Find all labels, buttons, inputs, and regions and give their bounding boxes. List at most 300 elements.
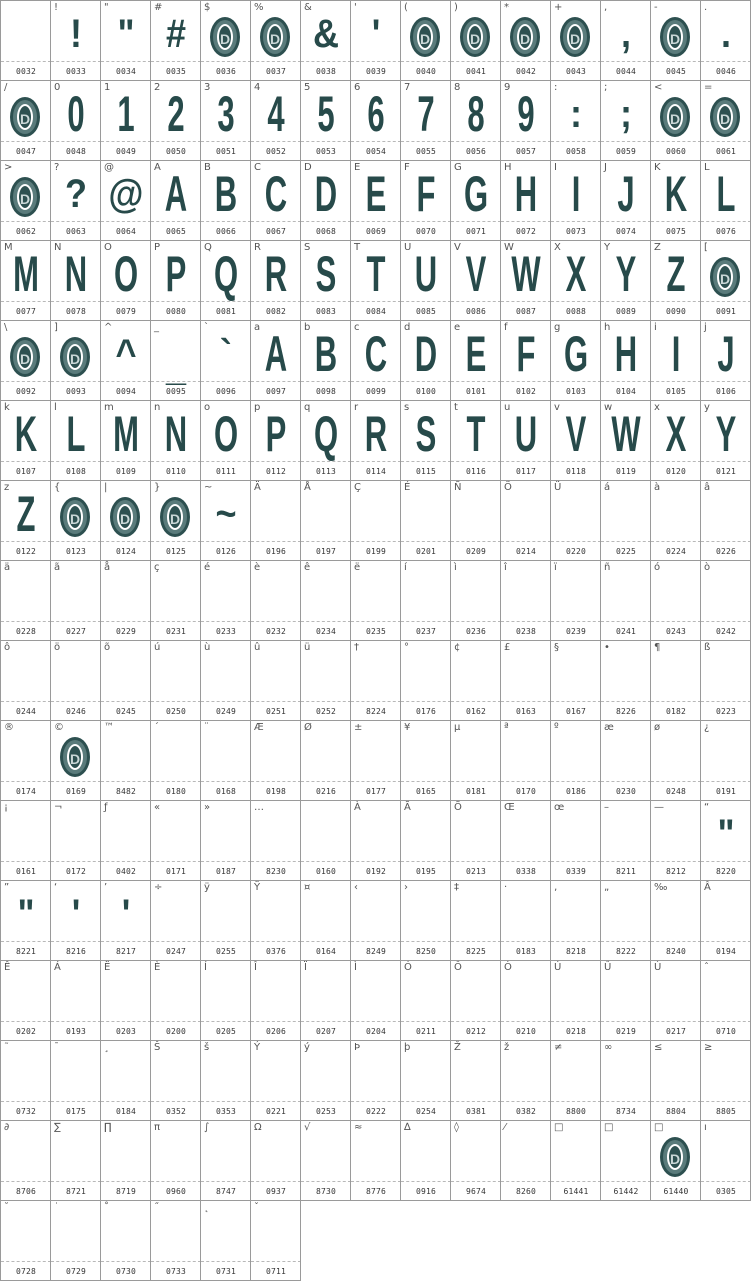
glyph-code: 8482 <box>115 787 137 796</box>
glyph-cell <box>0 160 51 241</box>
baseline-divider <box>351 301 401 302</box>
baseline-divider <box>701 941 751 942</box>
glyph-code: 0210 <box>515 1027 537 1036</box>
glyph-code: 0229 <box>115 627 137 636</box>
glyph-char-label: ó <box>654 562 661 573</box>
glyph-code: 0204 <box>365 1027 387 1036</box>
baseline-divider <box>351 1101 401 1102</box>
baseline-divider <box>1 1261 51 1262</box>
glyph-preview: T <box>466 406 486 462</box>
glyph-preview: Z <box>666 246 686 302</box>
baseline-divider <box>701 61 751 62</box>
baseline-divider <box>451 621 501 622</box>
glyph-cell <box>550 640 601 721</box>
glyph-preview: E <box>465 326 487 382</box>
glyph-char-label: Ó <box>404 962 412 973</box>
glyph-preview: & <box>312 12 339 56</box>
glyph-cell <box>650 0 701 81</box>
baseline-divider <box>301 461 351 462</box>
baseline-divider <box>51 781 101 782</box>
glyph-code: 0199 <box>365 547 387 556</box>
baseline-divider <box>51 1261 101 1262</box>
glyph-code: 0209 <box>465 547 487 556</box>
glyph-cell <box>700 240 751 321</box>
baseline-divider <box>701 1021 751 1022</box>
glyph-char-label: # <box>154 2 163 13</box>
glyph-cell <box>200 720 251 801</box>
glyph-code: 0034 <box>115 67 137 76</box>
glyph-char-label: ∞ <box>604 1042 613 1053</box>
baseline-divider <box>401 781 451 782</box>
glyph-char-label: ê <box>304 562 311 573</box>
glyph-char-label: \ <box>4 322 8 333</box>
glyph-preview: E <box>365 166 387 222</box>
glyph-char-label: ‘ <box>54 882 58 893</box>
glyph-char-label: 5 <box>304 82 311 93</box>
glyph-code: 0126 <box>215 547 237 556</box>
baseline-divider <box>501 621 551 622</box>
glyph-cell <box>350 720 401 801</box>
glyph-code: 8260 <box>515 1187 537 1196</box>
baseline-divider <box>351 1181 401 1182</box>
glyph-cell <box>500 1120 551 1201</box>
glyph-code: 0217 <box>665 1027 687 1036</box>
glyph-code: 0103 <box>565 387 587 396</box>
glyph-char-label: ™ <box>104 722 114 733</box>
baseline-divider <box>201 941 251 942</box>
baseline-divider <box>251 461 301 462</box>
glyph-cell <box>450 800 501 881</box>
glyph-cell <box>650 800 701 881</box>
baseline-divider <box>551 941 601 942</box>
glyph-preview: Y <box>615 246 637 302</box>
baseline-divider <box>251 701 301 702</box>
glyph-cell <box>700 640 751 721</box>
glyph-char-label: / <box>4 82 8 93</box>
baseline-divider <box>1 781 51 782</box>
glyph-code: 8719 <box>115 1187 137 1196</box>
glyph-char-label: È <box>154 962 161 973</box>
glyph-cell <box>200 0 251 81</box>
glyph-code: 0096 <box>215 387 237 396</box>
glyph-char-label: ( <box>404 2 408 13</box>
baseline-divider <box>501 781 551 782</box>
baseline-divider <box>51 1181 101 1182</box>
glyph-code: 0125 <box>165 547 187 556</box>
glyph-char-label: S <box>304 242 311 253</box>
glyph-char-label: Ž <box>454 1042 461 1053</box>
glyph-char-label: ` <box>204 322 209 333</box>
glyph-code: 0252 <box>315 707 337 716</box>
glyph-code: 0094 <box>115 387 137 396</box>
glyph-char-label: Š <box>154 1042 161 1053</box>
baseline-divider <box>301 541 351 542</box>
glyph-code: 0071 <box>465 227 487 236</box>
glyph-cell <box>350 560 401 641</box>
glyph-cell <box>150 240 201 321</box>
glyph-char-label: j <box>704 322 707 333</box>
glyph-cell <box>600 640 651 721</box>
glyph-cell <box>200 640 251 721</box>
glyph-code: 0305 <box>715 1187 737 1196</box>
glyph-char-label: ˛ <box>204 1202 209 1213</box>
glyph-code: 8747 <box>215 1187 237 1196</box>
glyph-cell <box>450 80 501 161</box>
glyph-cell <box>450 960 501 1041</box>
glyph-preview: X <box>665 406 687 462</box>
glyph-char-label: ˙ <box>54 1202 59 1213</box>
baseline-divider <box>1 221 51 222</box>
baseline-divider <box>1 1021 51 1022</box>
glyph-char-label: E <box>354 162 361 173</box>
glyph-char-label: š <box>204 1042 210 1053</box>
glyph-char-label: Ã <box>404 802 411 813</box>
glyph-code: 0162 <box>465 707 487 716</box>
glyph-char-label: ¯ <box>54 1042 59 1053</box>
glyph-char-label: « <box>154 802 161 813</box>
baseline-divider <box>251 381 301 382</box>
glyph-char-label: Ω <box>254 1122 262 1133</box>
glyph-cell <box>450 0 501 81</box>
glyph-cell <box>100 560 151 641</box>
glyph-char-label: û <box>254 642 261 653</box>
glyph-char-label: ∆ <box>404 1122 411 1133</box>
glyph-preview: 2 <box>167 86 185 142</box>
glyph-code: 0090 <box>665 307 687 316</box>
glyph-code: 0052 <box>265 147 287 156</box>
glyph-char-label: ä <box>4 562 11 573</box>
glyph-char-label: ˆ <box>704 962 709 973</box>
glyph-code: 0108 <box>65 467 87 476</box>
glyph-code: 0243 <box>665 627 687 636</box>
baseline-divider <box>301 1181 351 1182</box>
glyph-code: 0065 <box>165 227 187 236</box>
glyph-preview: ' <box>121 892 131 936</box>
baseline-divider <box>51 141 101 142</box>
baseline-divider <box>101 541 151 542</box>
glyph-code: 0115 <box>415 467 437 476</box>
baseline-divider <box>401 1181 451 1182</box>
baseline-divider <box>501 941 551 942</box>
glyph-char-label: ∑ <box>54 1122 61 1133</box>
glyph-preview: B <box>214 166 238 222</box>
glyph-code: 61441 <box>563 1187 589 1196</box>
glyph-preview: " <box>717 812 735 856</box>
glyph-cell <box>0 240 51 321</box>
glyph-cell <box>600 0 651 81</box>
baseline-divider <box>651 1021 701 1022</box>
glyph-char-label: c <box>354 322 360 333</box>
glyph-cell <box>100 400 151 481</box>
baseline-divider <box>101 941 151 942</box>
glyph-cell <box>600 320 651 401</box>
glyph-char-label: □ <box>604 1122 614 1133</box>
glyph-char-label: ë <box>354 562 361 573</box>
baseline-divider <box>451 941 501 942</box>
glyph-preview: L <box>66 406 86 462</box>
glyph-cell <box>100 1200 151 1281</box>
glyph-char-label: ? <box>54 162 60 173</box>
baseline-divider <box>101 461 151 462</box>
baseline-divider <box>501 701 551 702</box>
glyph-char-label: - <box>654 2 658 13</box>
baseline-divider <box>101 61 151 62</box>
baseline-divider <box>251 61 301 62</box>
baseline-divider <box>501 221 551 222</box>
baseline-divider <box>1 541 51 542</box>
glyph-cell <box>250 480 301 561</box>
glyph-cell <box>200 1040 251 1121</box>
glyph-cell <box>300 880 351 961</box>
baseline-divider <box>201 621 251 622</box>
glyph-cell <box>600 480 651 561</box>
glyph-code: 8218 <box>565 947 587 956</box>
glyph-code: 0073 <box>565 227 587 236</box>
baseline-divider <box>151 1101 201 1102</box>
baseline-divider <box>251 1101 301 1102</box>
glyph-code: 0107 <box>15 467 37 476</box>
glyph-char-label: q <box>304 402 311 413</box>
glyph-code: 0181 <box>465 787 487 796</box>
baseline-divider <box>651 141 701 142</box>
glyph-char-label: ï <box>554 562 557 573</box>
glyph-cell <box>600 400 651 481</box>
glyph-preview: @ <box>108 172 144 216</box>
baseline-divider <box>51 1101 101 1102</box>
glyph-char-label: T <box>354 242 361 253</box>
glyph-code: 0192 <box>365 867 387 876</box>
glyph-code: 0213 <box>465 867 487 876</box>
baseline-divider <box>51 541 101 542</box>
glyph-cell <box>600 880 651 961</box>
baseline-divider <box>651 1181 701 1182</box>
glyph-cell <box>300 960 351 1041</box>
glyph-code: 0177 <box>365 787 387 796</box>
glyph-char-label: ⁄ <box>504 1122 506 1133</box>
glyph-char-label: É <box>404 482 411 493</box>
glyph-cell <box>50 240 101 321</box>
glyph-char-label: ; <box>604 82 608 93</box>
baseline-divider <box>451 781 501 782</box>
glyph-cell <box>200 1200 251 1281</box>
baseline-divider <box>451 301 501 302</box>
glyph-cell <box>550 0 601 81</box>
glyph-code: 0248 <box>665 787 687 796</box>
glyph-char-label: ž <box>504 1042 510 1053</box>
glyph-code: 0036 <box>215 67 237 76</box>
glyph-code: 0067 <box>265 227 287 236</box>
baseline-divider <box>1 381 51 382</box>
glyph-cell <box>150 960 201 1041</box>
glyph-char-label: ] <box>54 322 58 333</box>
glyph-char-label: ‡ <box>454 882 459 893</box>
glyph-cell <box>350 1120 401 1201</box>
glyph-code: 0212 <box>465 1027 487 1036</box>
baseline-divider <box>51 941 101 942</box>
glyph-code: 0112 <box>265 467 287 476</box>
glyph-cell <box>350 880 401 961</box>
glyph-preview: G <box>563 326 589 382</box>
glyph-code: 0164 <box>315 947 337 956</box>
glyph-cell <box>550 240 601 321</box>
glyph-code: 8230 <box>265 867 287 876</box>
glyph-code: 8721 <box>65 1187 87 1196</box>
glyph-char-label: Y <box>604 242 611 253</box>
glyph-char-label: i <box>654 322 657 333</box>
baseline-divider <box>301 1021 351 1022</box>
missing-glyph-stamp-icon: D <box>260 17 290 57</box>
glyph-char-label: = <box>704 82 713 93</box>
glyph-code: 0381 <box>465 1107 487 1116</box>
missing-glyph-stamp-icon: D <box>710 97 740 137</box>
glyph-cell <box>200 160 251 241</box>
glyph-code: 0937 <box>265 1187 287 1196</box>
glyph-preview: F <box>416 166 436 222</box>
glyph-code: 0047 <box>15 147 37 156</box>
glyph-cell <box>100 640 151 721</box>
glyph-preview: ! <box>69 12 82 56</box>
baseline-divider <box>651 861 701 862</box>
baseline-divider <box>451 461 501 462</box>
glyph-code: 0231 <box>165 627 187 636</box>
baseline-divider <box>601 1181 651 1182</box>
glyph-code: 0254 <box>415 1107 437 1116</box>
missing-glyph-stamp-icon: D <box>10 337 40 377</box>
glyph-code: 8805 <box>715 1107 737 1116</box>
glyph-char-label: 4 <box>254 82 261 93</box>
baseline-divider <box>101 1181 151 1182</box>
glyph-cell <box>300 640 351 721</box>
glyph-cell <box>400 560 451 641</box>
baseline-divider <box>551 701 601 702</box>
baseline-divider <box>51 1021 101 1022</box>
glyph-code: 0072 <box>515 227 537 236</box>
glyph-code: 0040 <box>415 67 437 76</box>
glyph-code: 0191 <box>715 787 737 796</box>
glyph-preview: J <box>617 166 635 222</box>
glyph-char-label: ∂ <box>4 1122 10 1133</box>
glyph-char-label: ÷ <box>154 882 163 893</box>
glyph-preview: H <box>614 326 638 382</box>
baseline-divider <box>451 61 501 62</box>
glyph-code: 0223 <box>715 707 737 716</box>
glyph-code: 0247 <box>165 947 187 956</box>
baseline-divider <box>351 381 401 382</box>
baseline-divider <box>601 541 651 542</box>
baseline-divider <box>551 301 601 302</box>
glyph-cell <box>300 1040 351 1121</box>
baseline-divider <box>251 541 301 542</box>
glyph-cell <box>650 1120 701 1201</box>
glyph-char-label: œ <box>554 802 565 813</box>
baseline-divider <box>401 541 451 542</box>
glyph-char-label: ú <box>154 642 161 653</box>
glyph-preview: Q <box>213 246 239 302</box>
glyph-code: 0710 <box>715 1027 737 1036</box>
glyph-code: 8212 <box>665 867 687 876</box>
baseline-divider <box>351 461 401 462</box>
glyph-char-label: ƒ <box>104 802 108 813</box>
glyph-char-label: . <box>704 2 708 13</box>
baseline-divider <box>601 781 651 782</box>
glyph-cell <box>400 160 451 241</box>
glyph-code: 0238 <box>515 627 537 636</box>
glyph-char-label: B <box>204 162 211 173</box>
baseline-divider <box>401 1101 451 1102</box>
glyph-code: 0730 <box>115 1267 137 1276</box>
glyph-cell <box>50 480 101 561</box>
glyph-char-label: , <box>604 2 608 13</box>
missing-glyph-stamp-icon: D <box>660 1137 690 1177</box>
glyph-code: 8211 <box>615 867 637 876</box>
missing-glyph-stamp-icon: D <box>710 257 740 297</box>
glyph-cell <box>600 720 651 801</box>
baseline-divider <box>401 1021 451 1022</box>
glyph-code: 0236 <box>465 627 487 636</box>
glyph-cell <box>0 400 51 481</box>
glyph-code: 0338 <box>515 867 537 876</box>
baseline-divider <box>201 461 251 462</box>
glyph-preview: ' <box>371 12 381 56</box>
glyph-cell <box>700 0 751 81</box>
baseline-divider <box>551 541 601 542</box>
glyph-code: 0123 <box>65 547 87 556</box>
glyph-code: 0165 <box>415 787 437 796</box>
baseline-divider <box>151 141 201 142</box>
glyph-preview: Q <box>313 406 339 462</box>
glyph-cell <box>350 240 401 321</box>
baseline-divider <box>501 1021 551 1022</box>
glyph-char-label: ¬ <box>54 802 63 813</box>
glyph-char-label: Z <box>654 242 661 253</box>
glyph-cell <box>150 720 201 801</box>
glyph-char-label: ˝ <box>154 1202 159 1213</box>
glyph-char-label: A <box>154 162 161 173</box>
glyph-preview: Y <box>715 406 737 462</box>
glyph-code: 0076 <box>715 227 737 236</box>
glyph-cell <box>600 1040 651 1121</box>
glyph-code: 0032 <box>15 67 37 76</box>
glyph-char-label: Ý <box>254 1042 261 1053</box>
glyph-code: 0070 <box>415 227 437 236</box>
baseline-divider <box>701 541 751 542</box>
glyph-char-label: 3 <box>204 82 211 93</box>
glyph-char-label: W <box>504 242 514 253</box>
baseline-divider <box>401 301 451 302</box>
baseline-divider <box>651 701 701 702</box>
glyph-cell <box>0 800 51 881</box>
glyph-char-label: v <box>554 402 560 413</box>
glyph-cell <box>0 640 51 721</box>
glyph-char-label: ô <box>4 642 11 653</box>
glyph-cell <box>450 480 501 561</box>
glyph-char-label: { <box>54 482 61 493</box>
glyph-cell <box>0 1040 51 1121</box>
baseline-divider <box>351 61 401 62</box>
glyph-cell <box>700 560 751 641</box>
glyph-code: 0382 <box>515 1107 537 1116</box>
glyph-char-label: º <box>554 722 559 733</box>
glyph-code: 0239 <box>565 627 587 636</box>
glyph-preview: R <box>264 246 288 302</box>
glyph-code: 0038 <box>315 67 337 76</box>
glyph-cell <box>350 400 401 481</box>
glyph-code: 0731 <box>215 1267 237 1276</box>
glyph-cell <box>300 160 351 241</box>
glyph-code: 0200 <box>165 1027 187 1036</box>
glyph-preview: D <box>414 326 438 382</box>
glyph-preview: P <box>265 406 287 462</box>
